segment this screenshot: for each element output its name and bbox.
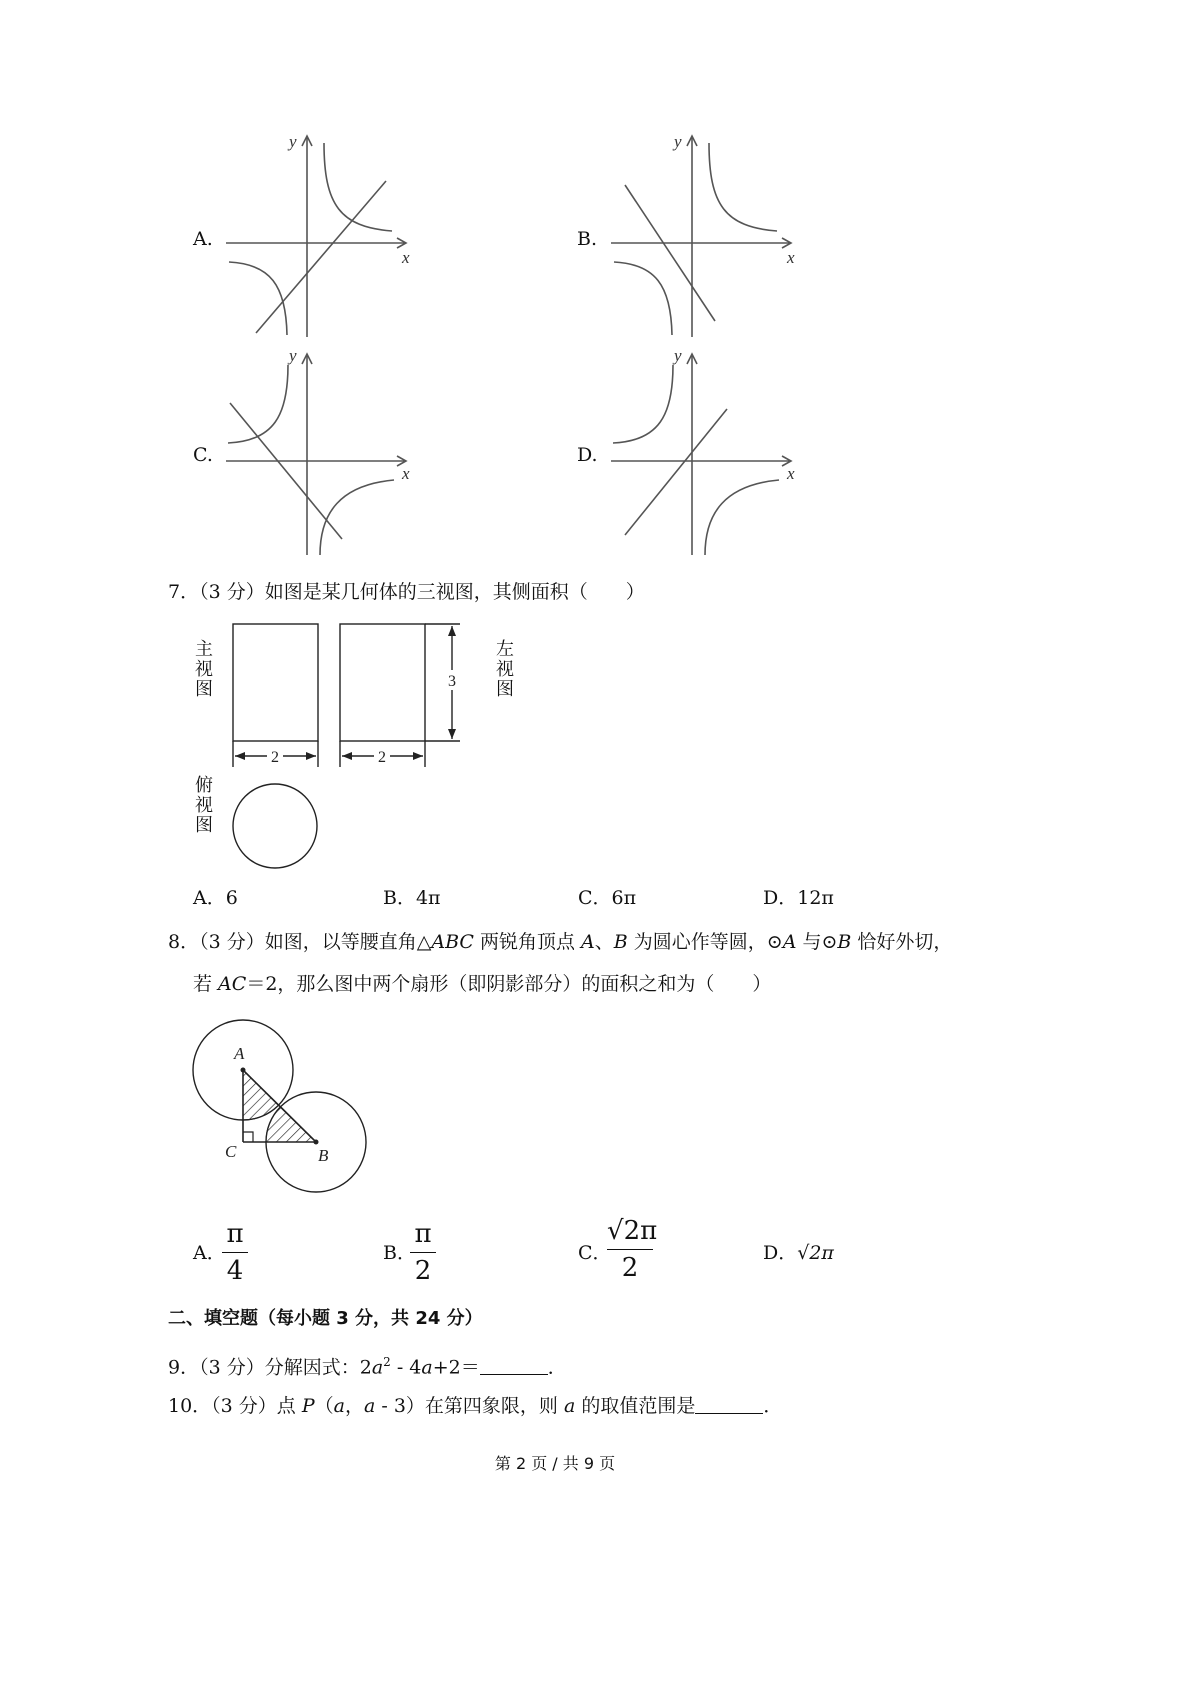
x-axis-label: x <box>787 248 795 267</box>
q10: 10．（3 分）点 P（a，a - 3）在第四象限，则 a 的取值范围是 ． <box>168 1395 783 1417</box>
point-b-label: B <box>318 1146 329 1165</box>
q8-stem-line2: 若 AC＝2，那么图中两个扇形（即阴影部分）的面积之和为（ ） <box>193 973 772 995</box>
q7-option-d: D．12π <box>763 887 834 909</box>
x-axis-label: x <box>787 464 795 483</box>
y-axis-label: y <box>289 132 297 151</box>
point-c-label: C <box>225 1142 237 1161</box>
q6-graph-d <box>605 343 805 558</box>
x-axis-label: x <box>402 248 410 267</box>
q8-option-b-label: B． <box>383 1242 416 1264</box>
q8-option-a-fraction: π 4 <box>222 1218 248 1287</box>
section-2-title: 二、填空题（每小题 3 分，共 24 分） <box>168 1308 483 1329</box>
top-view-label: 俯视图 <box>195 775 213 836</box>
q6-option-c-label: C. <box>193 444 213 466</box>
q7-option-c: C．6π <box>578 887 637 909</box>
q6-option-d-label: D. <box>577 444 598 466</box>
q8-stem-line1: 8．（3 分）如图，以等腰直角△ABC 两锐角顶点 A、B 为圆心作等圆，⊙A 与⊙B 恰好外切， <box>168 931 953 953</box>
q8-circles-figure <box>185 1015 385 1205</box>
y-axis-label: y <box>289 346 297 365</box>
q6-graph-c <box>220 343 420 558</box>
q6-option-b-label: B. <box>577 228 598 250</box>
q8-option-a-label: A． <box>193 1242 226 1264</box>
q6-graph-b <box>605 125 805 340</box>
q7-three-views-figure <box>190 615 530 875</box>
q10-answer-blank[interactable] <box>695 1395 763 1414</box>
x-axis-label: x <box>402 464 410 483</box>
q8-option-b-fraction: π 2 <box>410 1218 436 1287</box>
q8-option-d: D．√2π <box>763 1242 834 1264</box>
q8-option-c-label: C． <box>578 1242 612 1264</box>
q6-graph-a <box>220 125 420 340</box>
left-view-label: 左视图 <box>496 639 514 700</box>
q7-stem: 7．（3 分）如图是某几何体的三视图，其侧面积（ ） <box>168 581 645 603</box>
q6-option-a-label: A. <box>193 228 213 250</box>
q7-option-a: A．6 <box>193 887 238 909</box>
q7-option-b: B．4π <box>383 887 441 909</box>
q9-answer-blank[interactable] <box>480 1356 548 1375</box>
q8-option-c-fraction: √2π 2 <box>607 1216 658 1283</box>
q9: 9．（3 分）分解因式：$2a^2 - 4a+2=$ ． <box>168 1355 567 1379</box>
front-width-label: 2 <box>271 749 279 766</box>
y-axis-label: y <box>674 346 682 365</box>
y-axis-label: y <box>674 132 682 151</box>
page-footer: 第 2 页 / 共 9 页 <box>494 1454 616 1473</box>
height-label: 3 <box>448 673 456 690</box>
point-a-label: A <box>234 1044 245 1063</box>
front-view-label: 主视图 <box>195 639 213 700</box>
left-width-label: 2 <box>378 749 386 766</box>
